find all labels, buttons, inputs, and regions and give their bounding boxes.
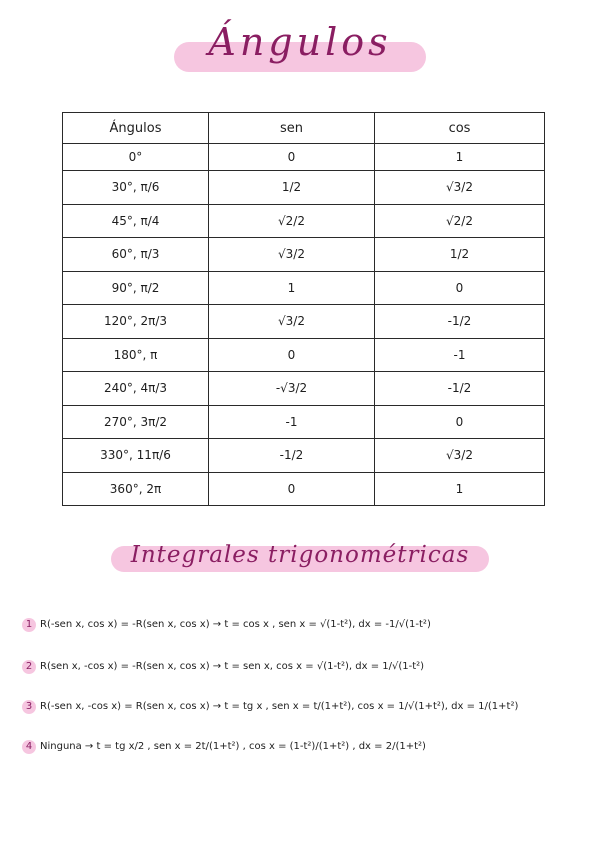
cos-cell: √3/2 (375, 171, 545, 205)
sen-cell: 0 (209, 144, 375, 171)
sen-cell: -1/2 (209, 439, 375, 473)
angle-cell: 90°, π/2 (63, 271, 209, 305)
angle-cell: 270°, 3π/2 (63, 405, 209, 439)
table-header-row (63, 113, 545, 144)
cos-cell: -1/2 (375, 372, 545, 406)
cos-cell: 1/2 (375, 238, 545, 272)
sen-cell: 1/2 (209, 171, 375, 205)
angle-cell: 180°, π (63, 338, 209, 372)
sen-cell: √2/2 (209, 204, 375, 238)
sen-cell: -1 (209, 405, 375, 439)
sen-cell: √3/2 (209, 305, 375, 339)
formula-text: R(-sen x, cos x) = -R(sen x, cos x) → t = cos x , sen x = √(1-t²), dx = -1/√(1-t²) (40, 619, 431, 630)
cos-cell: 0 (375, 271, 545, 305)
cos-cell: 1 (375, 472, 545, 506)
table-row (63, 271, 545, 305)
table-row (63, 204, 545, 238)
header-sen: sen (209, 113, 375, 144)
formula-text: R(-sen x, -cos x) = R(sen x, cos x) → t = tg x , sen x = t/(1+t²), cos x = 1/√(1+t²), dx = 1/(1+t²) (40, 701, 519, 712)
table-row (63, 372, 545, 406)
sen-cell: 0 (209, 472, 375, 506)
table-row (63, 439, 545, 473)
formula-number-badge: 4 (22, 740, 36, 754)
angle-cell: 240°, 4π/3 (63, 372, 209, 406)
header-cos: cos (375, 113, 545, 144)
angles-table (62, 112, 545, 506)
table-row (63, 144, 545, 171)
title-section (0, 20, 600, 80)
sen-cell: -√3/2 (209, 372, 375, 406)
table-row (63, 338, 545, 372)
subtitle-section (0, 542, 600, 572)
subtitle-highlight (111, 542, 490, 572)
angle-cell: 0° (63, 144, 209, 171)
formula-number-badge: 3 (22, 700, 36, 714)
sen-cell: √3/2 (209, 238, 375, 272)
angle-cell: 45°, π/4 (63, 204, 209, 238)
sen-cell: 0 (209, 338, 375, 372)
table-row (63, 472, 545, 506)
table-row (63, 238, 545, 272)
formula-2 (22, 656, 582, 682)
title-highlight (174, 20, 425, 72)
angle-cell: 30°, π/6 (63, 171, 209, 205)
formula-1 (22, 614, 582, 640)
header-angulos: Ángulos (63, 113, 209, 144)
table-row (63, 405, 545, 439)
cos-cell: -1/2 (375, 305, 545, 339)
formula-number-badge: 2 (22, 660, 36, 674)
table-row (63, 171, 545, 205)
angle-cell: 60°, π/3 (63, 238, 209, 272)
angle-cell: 330°, 11π/6 (63, 439, 209, 473)
cos-cell: √3/2 (375, 439, 545, 473)
angle-cell: 120°, 2π/3 (63, 305, 209, 339)
formula-4 (22, 736, 582, 762)
page-title: Ángulos (208, 20, 392, 64)
table-row (63, 305, 545, 339)
cos-cell: -1 (375, 338, 545, 372)
sen-cell: 1 (209, 271, 375, 305)
formula-3 (22, 696, 582, 722)
formula-text: R(sen x, -cos x) = -R(sen x, cos x) → t = sen x, cos x = √(1-t²), dx = 1/√(1-t²) (40, 661, 425, 672)
formula-text: Ninguna → t = tg x/2 , sen x = 2t/(1+t²) , cos x = (1-t²)/(1+t²) , dx = 2/(1+t²) (40, 741, 426, 752)
formula-number-badge: 1 (22, 618, 36, 632)
angle-cell: 360°, 2π (63, 472, 209, 506)
section-title: Integrales trigonométricas (130, 542, 470, 568)
cos-cell: 0 (375, 405, 545, 439)
cos-cell: 1 (375, 144, 545, 171)
cos-cell: √2/2 (375, 204, 545, 238)
